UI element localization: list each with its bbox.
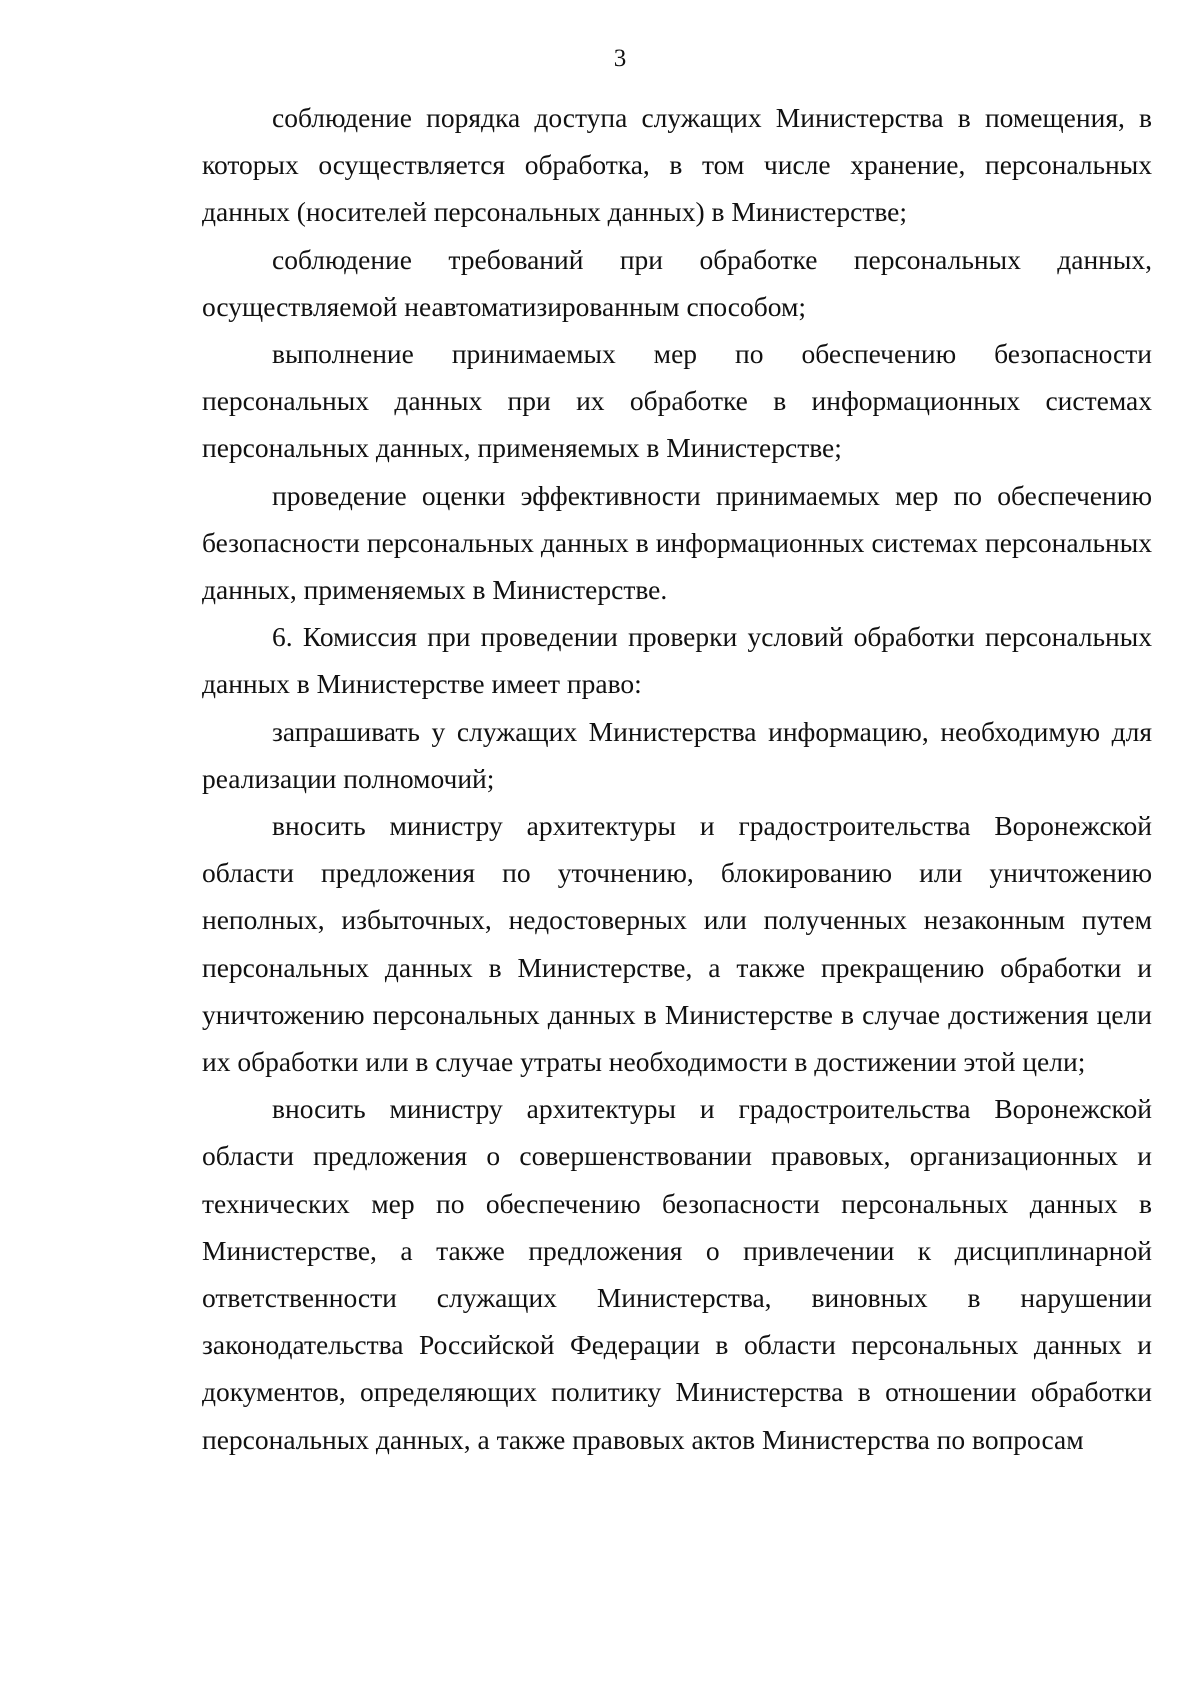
paragraph-request-information: запрашивать у служащих Министерства информацию, необходимую для реализации полномочий;: [202, 715, 1152, 794]
paragraph-non-automated-processing: соблюдение требований при обработке персональных данных, осуществляемой неавтоматизированным способом;: [202, 243, 1152, 322]
paragraph-commission-rights: 6. Комиссия при проведении проверки условий обработки персональных данных в Министерстве имеет право:: [202, 621, 1152, 700]
paragraph-proposals-improvement: вносить министру архитектуры и градостроительства Воронежской области предложения о совершенствовании правовых, организационных и технических мер по обеспечению безопасности персональных данных в Министерстве, а также предложения о привлечении к дисциплинарной ответственности служащих Министерства, виновных в нарушении законодательства Российской Федерации в области персональных данных и документов, определяющих политику Министерства в отношении обработки персональных данных, а также правовых актов Министерства по вопросам: [202, 1093, 1152, 1455]
page-number: 3: [613, 45, 627, 72]
paragraph-proposals-clarification: вносить министру архитектуры и градостроительства Воронежской области предложения по уточнению, блокированию или уничтожению неполных, избыточных, недостоверных или полученных незаконным путем персональных данных в Министерстве, а также прекращению обработки и уничтожению персональных данных в Министерстве в случае достижения цели их обработки или в случае утраты необходимости в достижении этой цели;: [202, 810, 1152, 1078]
document-body: [202, 94, 1152, 1463]
paragraph-security-measures: выполнение принимаемых мер по обеспечению безопасности персональных данных при их обработке в информационных системах персональных данных, применяемых в Министерстве;: [202, 338, 1152, 464]
paragraph-effectiveness-assessment: проведение оценки эффективности принимаемых мер по обеспечению безопасности персональных данных в информационных системах персональных данных, применяемых в Министерстве.: [202, 479, 1152, 606]
paragraph-access-to-premises: соблюдение порядка доступа служащих Министерства в помещения, в которых осуществляется обработка, в том числе хранение, персональных данных (носителей персональных данных) в Министерстве;: [202, 102, 1152, 228]
